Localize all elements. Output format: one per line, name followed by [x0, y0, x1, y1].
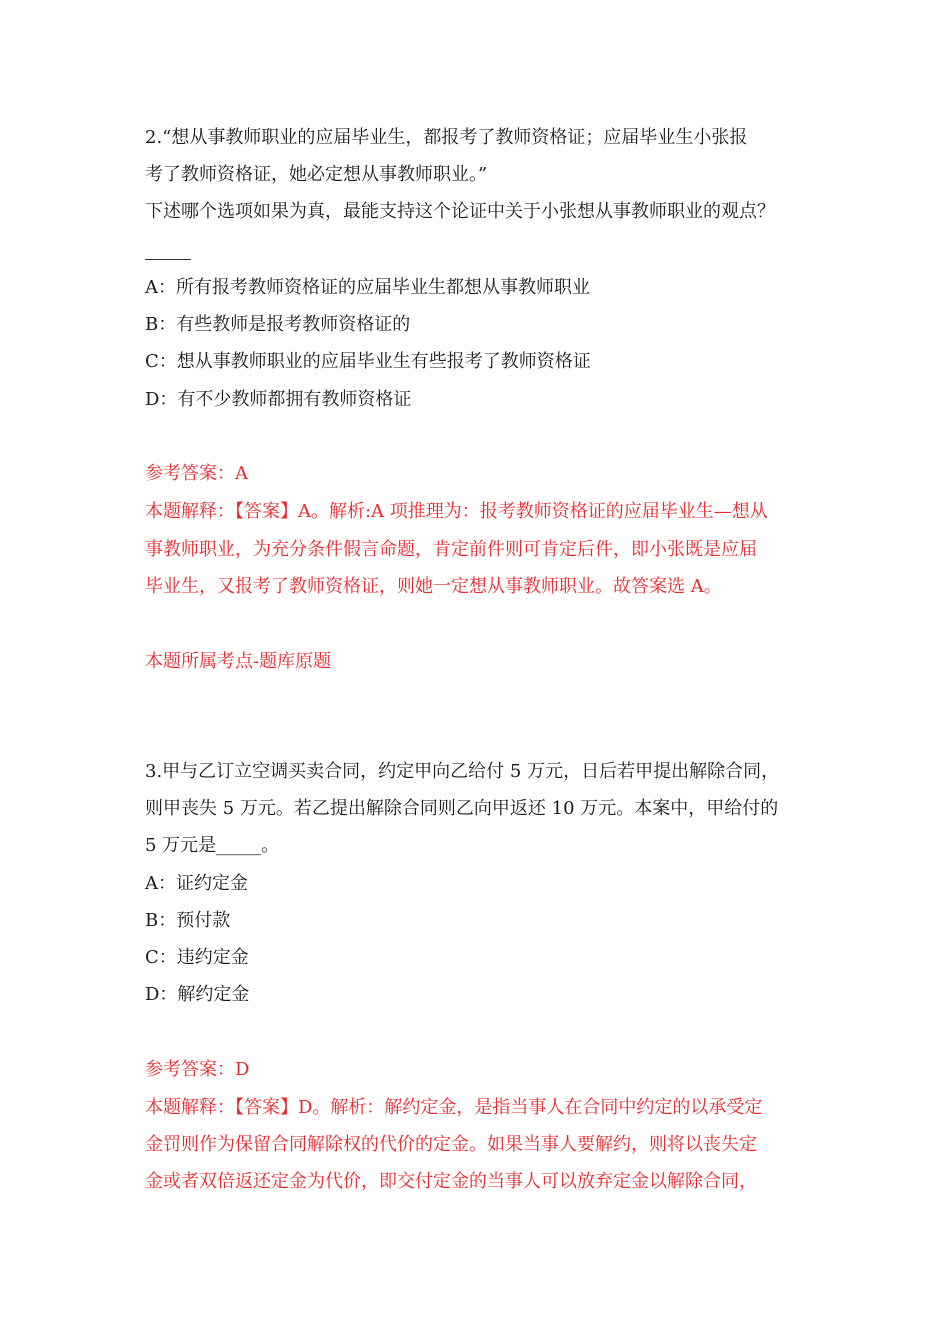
q3-reference-answer: 参考答案：D: [145, 1059, 250, 1080]
q3-explanation-line-3: 金或者双倍返还定金为代价，即交付定金的当事人可以放弃定金以解除合同，: [145, 1171, 757, 1192]
q2-stem-line-3: 下述哪个选项如果为真，最能支持这个论证中关于小张想从事教师职业的观点？: [145, 201, 775, 222]
q2-stem-line-1: 2.“想从事教师职业的应届毕业生，都报考了教师资格证；应届毕业生小张报: [145, 127, 748, 148]
q2-stem-line-2: 考了教师资格证，她必定想从事教师职业。”: [145, 164, 488, 185]
q3-stem-line-1: 3.甲与乙订立空调买卖合同，约定甲向乙给付 5 万元，日后若甲提出解除合同，: [145, 761, 780, 782]
q2-option-a: A：所有报考教师资格证的应届毕业生都想从事教师职业: [145, 277, 590, 298]
q3-option-a: A：证约定金: [145, 873, 248, 894]
q3-option-b: B：预付款: [145, 910, 231, 931]
q2-explanation-line-1: 本题解释：【答案】A。解析:A 项推理为：报考教师资格证的应届毕业生—想从: [145, 501, 768, 522]
q2-answer-blank: [145, 259, 191, 260]
q3-stem-line-3: 5 万元是_____。: [145, 835, 280, 856]
q3-explanation-line-2: 金罚则作为保留合同解除权的代价的定金。如果当事人要解约，则将以丧失定: [145, 1134, 757, 1155]
q2-option-b: B：有些教师是报考教师资格证的: [145, 314, 411, 335]
q2-topic: 本题所属考点-题库原题: [145, 651, 332, 672]
q2-explanation-line-3: 毕业生，又报考了教师资格证，则她一定想从事教师职业。故答案选 A。: [145, 576, 722, 597]
q3-option-d: D：解约定金: [145, 984, 250, 1005]
q2-reference-answer: 参考答案：A: [145, 463, 248, 484]
q3-explanation-line-1: 本题解释：【答案】D。解析：解约定金，是指当事人在合同中约定的以承受定: [145, 1097, 763, 1118]
q2-option-d: D：有不少教师都拥有教师资格证: [145, 389, 412, 410]
q2-explanation-line-2: 事教师职业，为充分条件假言命题，肯定前件则可肯定后件，即小张既是应届: [145, 539, 757, 560]
q3-option-c: C：违约定金: [145, 947, 249, 968]
q3-stem-line-2: 则甲丧失 5 万元。若乙提出解除合同则乙向甲返还 10 万元。本案中，甲给付的: [145, 798, 779, 819]
q2-option-c: C：想从事教师职业的应届毕业生有些报考了教师资格证: [145, 351, 591, 372]
